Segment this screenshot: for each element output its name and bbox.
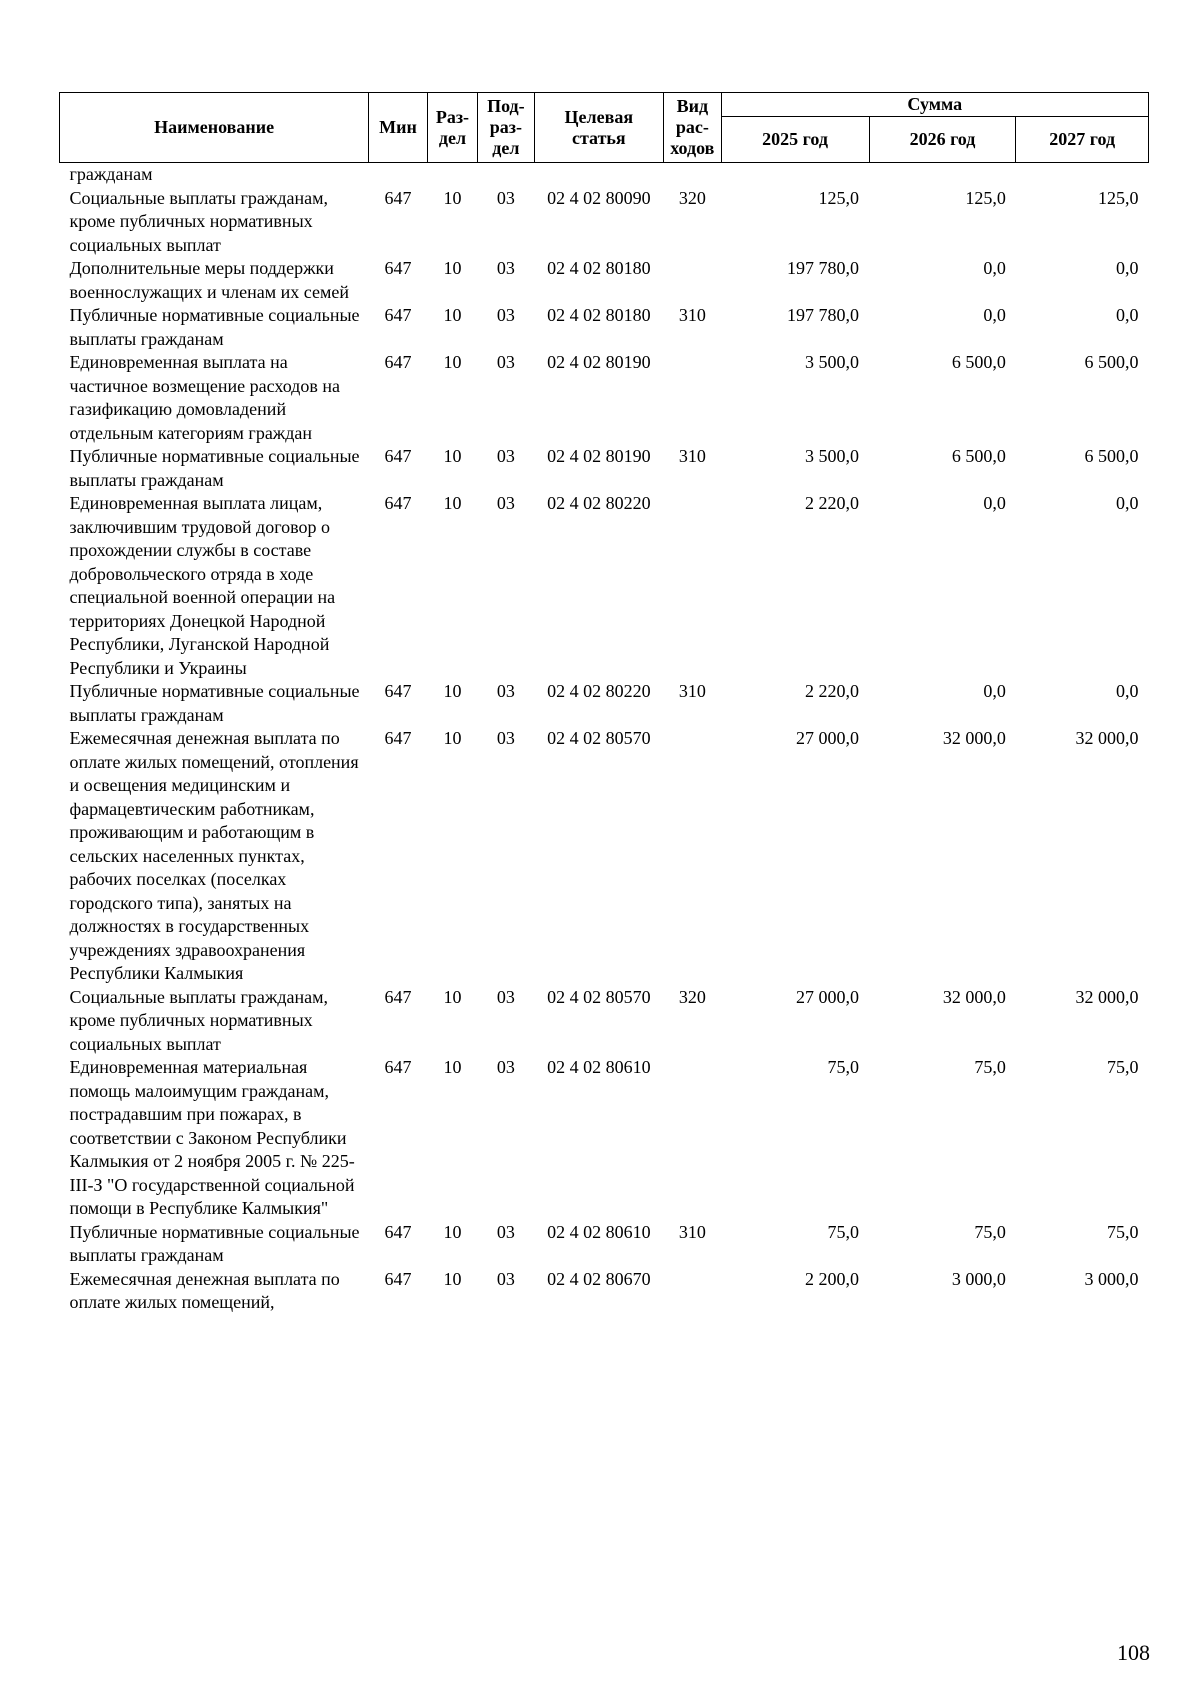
table-row: [60, 986, 1149, 1057]
row-podrazdel: 03: [496, 1268, 515, 1289]
row-sum-2027: 0,0: [1116, 305, 1139, 325]
table-row: [60, 257, 1149, 304]
row-name: Единовременная материальная помощь малоимущим гражданам, пострадавшим при пожарах, в соответствии с Законом Республики Калмыкия от 2 ноября 2005 г. № 225-III-З "О государственной социальной помощи в Республике Калмыкия": [69, 1057, 355, 1218]
row-vid: 320: [678, 986, 706, 1007]
row-sum-2027: 32 000,0: [1075, 986, 1139, 1007]
row-sum-2026: 0,0: [983, 493, 1006, 513]
row-code: 02 4 02 80610: [547, 1057, 651, 1077]
row-code: 02 4 02 80220: [547, 681, 651, 701]
row-vid: 310: [678, 681, 706, 701]
row-min: 647: [384, 493, 412, 513]
row-name: Ежемесячная денежная выплата по оплате жилых помещений, отопления и освещения медицинским и фармацевтическим работникам, проживающим и работающим в сельских населенных пунктах, рабочих поселках (поселках городского типа), занятых на должностях в государственных учреждениях здравоохранения Республики Калмыкия: [69, 728, 359, 983]
table-row: [60, 351, 1149, 445]
row-razdel: 10: [443, 352, 462, 372]
row-name: Публичные нормативные социальные выплаты гражданам: [69, 305, 360, 349]
row-code: 02 4 02 80670: [547, 1268, 651, 1289]
row-code: 02 4 02 80570: [547, 728, 651, 748]
row-vid: 310: [678, 1221, 706, 1242]
row-razdel: 10: [443, 446, 462, 466]
header-2026: 2026 год: [869, 117, 1016, 163]
row-sum-2025: 125,0: [818, 187, 860, 208]
row-name: Публичные нормативные социальные выплаты гражданам: [69, 1221, 360, 1265]
row-code: 02 4 02 80180: [547, 305, 651, 325]
row-sum-2025: 2 220,0: [805, 681, 860, 701]
row-code: 02 4 02 80610: [547, 1221, 651, 1242]
row-min: 647: [384, 1221, 412, 1242]
row-sum-2025: 3 500,0: [805, 352, 860, 372]
row-sum-2027: 0,0: [1116, 258, 1139, 278]
table-row: [60, 163, 1149, 187]
row-sum-2026: 6 500,0: [951, 446, 1006, 466]
row-sum-2025: 2 200,0: [805, 1268, 860, 1289]
header-vid: Вид рас- ходов: [664, 93, 722, 163]
row-vid: [664, 492, 722, 680]
row-min: 647: [384, 1268, 412, 1289]
row-sum-2026: 75,0: [974, 1057, 1006, 1077]
row-vid: [664, 163, 722, 187]
row-min: 647: [384, 728, 412, 748]
row-code: [534, 163, 663, 187]
row-razdel: 10: [443, 1221, 462, 1242]
row-razdel: 10: [443, 493, 462, 513]
row-vid: 320: [678, 187, 706, 208]
row-sum-2027: 75,0: [1107, 1221, 1139, 1242]
row-name: Социальные выплаты гражданам, кроме публичных нормативных социальных выплат: [69, 187, 328, 255]
row-sum-2027: 0,0: [1116, 681, 1139, 701]
row-sum-2025: [721, 163, 869, 187]
row-razdel: 10: [443, 187, 462, 208]
row-razdel: 10: [443, 258, 462, 278]
table-row: [60, 492, 1149, 680]
row-podrazdel: 03: [496, 681, 515, 701]
row-sum-2027: 0,0: [1116, 493, 1139, 513]
row-razdel: 10: [443, 1057, 462, 1077]
row-podrazdel: 03: [496, 446, 515, 466]
row-sum-2027: 32 000,0: [1075, 728, 1139, 748]
header-razdel: Раз- дел: [427, 93, 477, 163]
header-2027: 2027 год: [1016, 117, 1149, 163]
table-row: [60, 304, 1149, 351]
row-code: 02 4 02 80220: [547, 493, 651, 513]
row-vid: [664, 1056, 722, 1221]
row-podrazdel: 03: [496, 187, 515, 208]
row-podrazdel: 03: [496, 1057, 515, 1077]
row-code: 02 4 02 80570: [547, 986, 651, 1007]
row-min: 647: [384, 258, 412, 278]
row-sum-2026: 0,0: [983, 681, 1006, 701]
row-vid: [664, 257, 722, 304]
row-vid: [664, 727, 722, 986]
row-code: 02 4 02 80190: [547, 446, 651, 466]
row-sum-2026: 6 500,0: [951, 352, 1006, 372]
table-row: [60, 1268, 1149, 1315]
row-name: Ежемесячная денежная выплата по оплате жилых помещений,: [69, 1268, 340, 1312]
row-min: 647: [384, 986, 412, 1007]
row-name: Публичные нормативные социальные выплаты гражданам: [69, 681, 360, 725]
row-min: 647: [384, 352, 412, 372]
header-min: Мин: [369, 93, 428, 163]
row-sum-2027: 125,0: [1098, 187, 1139, 208]
table-row: [60, 680, 1149, 727]
row-vid: 310: [678, 305, 706, 325]
row-code: 02 4 02 80180: [547, 258, 651, 278]
row-sum-2026: 125,0: [965, 187, 1006, 208]
budget-table: [59, 92, 1149, 1315]
table-row: [60, 1221, 1149, 1268]
row-sum-2025: 75,0: [827, 1221, 860, 1242]
row-sum-2026: 0,0: [983, 258, 1006, 278]
row-razdel: 10: [443, 305, 462, 325]
row-razdel: 10: [443, 681, 462, 701]
row-sum-2026: 75,0: [974, 1221, 1006, 1242]
row-vid: 310: [678, 446, 706, 466]
header-target: Целевая статья: [534, 93, 663, 163]
header-name: Наименование: [60, 93, 369, 163]
row-name: Единовременная выплата на частичное возмещение расходов на газификацию домовладений отдельным категориям граждан: [69, 352, 340, 443]
row-vid: [664, 1268, 722, 1315]
header-summa: Сумма: [721, 93, 1148, 117]
row-code: 02 4 02 80190: [547, 352, 651, 372]
row-razdel: [427, 163, 477, 187]
row-razdel: 10: [443, 1268, 462, 1289]
row-sum-2026: 0,0: [983, 305, 1006, 325]
row-min: 647: [384, 187, 412, 208]
row-name: гражданам: [69, 164, 153, 184]
row-min: [369, 163, 428, 187]
row-min: 647: [384, 681, 412, 701]
row-sum-2027: [1016, 163, 1149, 187]
row-name: Дополнительные меры поддержки военнослужащих и членам их семей: [69, 258, 349, 302]
row-sum-2026: [869, 163, 1016, 187]
row-razdel: 10: [443, 986, 462, 1007]
row-sum-2025: 197 780,0: [787, 305, 860, 325]
row-sum-2026: 32 000,0: [942, 986, 1006, 1007]
row-sum-2027: 75,0: [1107, 1057, 1139, 1077]
row-sum-2027: 3 000,0: [1084, 1268, 1139, 1289]
table-row: [60, 187, 1149, 258]
row-sum-2026: 3 000,0: [951, 1268, 1006, 1289]
row-podrazdel: 03: [496, 352, 515, 372]
header-2025: 2025 год: [721, 117, 869, 163]
row-sum-2025: 75,0: [827, 1057, 860, 1077]
row-podrazdel: 03: [496, 1221, 515, 1242]
row-podrazdel: 03: [496, 986, 515, 1007]
row-sum-2025: 27 000,0: [796, 728, 860, 748]
row-podrazdel: 03: [496, 728, 515, 748]
row-sum-2027: 6 500,0: [1084, 352, 1139, 372]
row-podrazdel: 03: [496, 258, 515, 278]
row-sum-2027: 6 500,0: [1084, 446, 1139, 466]
row-name: Публичные нормативные социальные выплаты гражданам: [69, 446, 360, 490]
page-number: 108: [1117, 1640, 1150, 1665]
table-row: [60, 445, 1149, 492]
budget-page: [59, 92, 1149, 1315]
row-podrazdel: 03: [496, 305, 515, 325]
row-sum-2025: 2 220,0: [805, 493, 860, 513]
row-min: 647: [384, 305, 412, 325]
row-sum-2025: 27 000,0: [796, 986, 860, 1007]
table-header: [60, 93, 1149, 163]
row-podrazdel: 03: [496, 493, 515, 513]
row-vid: [664, 351, 722, 445]
table-row: [60, 1056, 1149, 1221]
row-name: Единовременная выплата лицам, заключившим трудовой договор о прохождении службы в составе добровольческого отряда в ходе специальной военной операции на территориях Донецкой Народной Республики, Луганской Народной Республики и Украины: [69, 493, 336, 678]
row-name: Социальные выплаты гражданам, кроме публичных нормативных социальных выплат: [69, 986, 328, 1054]
table-row: [60, 727, 1149, 986]
row-razdel: 10: [443, 728, 462, 748]
row-sum-2025: 3 500,0: [805, 446, 860, 466]
row-sum-2025: 197 780,0: [787, 258, 860, 278]
row-min: 647: [384, 446, 412, 466]
table-body: [60, 163, 1149, 1315]
header-podrazdel: Под- раз- дел: [478, 93, 535, 163]
row-code: 02 4 02 80090: [547, 187, 651, 208]
row-min: 647: [384, 1057, 412, 1077]
row-sum-2026: 32 000,0: [942, 728, 1006, 748]
row-podrazdel: [478, 163, 535, 187]
